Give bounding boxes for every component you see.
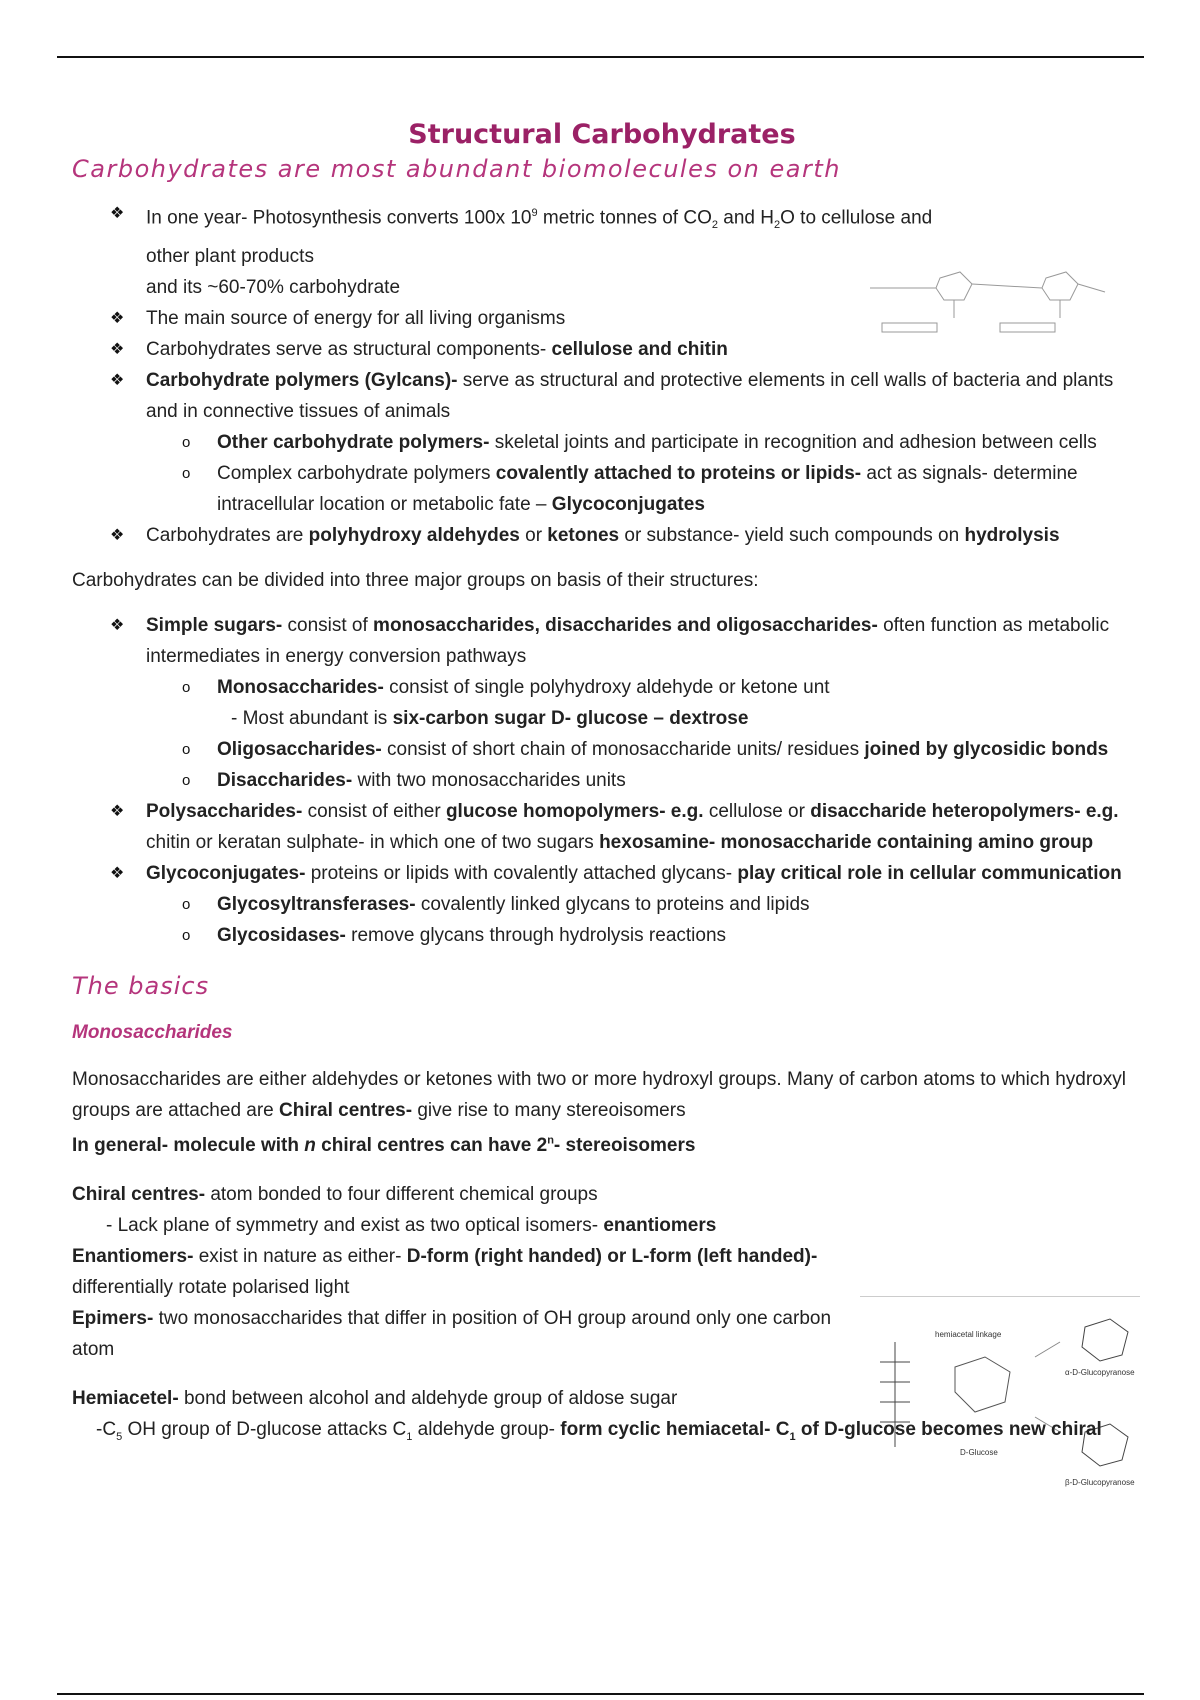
beta-glucopyranose-label: β-D-Glucopyranose xyxy=(1065,1478,1135,1487)
groups-intro: Carbohydrates can be divided into three major groups on basis of their structures: xyxy=(72,570,759,592)
list-item: o Complex carbohydrate polymers covalently attached to proteins or lipids- act as signals- determine intracellular location or metabolic fate – Glycoconjugates xyxy=(72,458,1132,520)
page-title: Structural Carbohydrates xyxy=(408,119,796,150)
page-subtitle: Carbohydrates are most abundant biomolecules on earth xyxy=(72,155,841,183)
hemiacetal-note: $-C_5$ OH group of D-glucose attacks $C_1$ aldehyde group- form cyclic hemiacetal- $C_1$ of D-glucose becomes new chiral xyxy=(96,1419,1102,1444)
list-item: o Disaccharides- with two monosaccharides units xyxy=(72,765,1132,796)
top-rule xyxy=(57,56,1144,58)
stereoisomer-rule: In general- molecule with n chiral centres can have 2$^n$- stereoisomers xyxy=(72,1135,696,1157)
list-item: ❖ Polysaccharides- consist of either glucose homopolymers- e.g. cellulose or disaccharide heteropolymers- e.g. chitin or keratan sulphate- in which one of two sugars hexosamine- monosaccharide containing amino group xyxy=(72,796,1132,858)
list-item: ❖ Carbohydrate polymers (Gylcans)- serve as structural and protective elements in cell walls of bacteria and plants and in connective tissues of animals o Other carbohydrate polymers- skeletal joints and participate in recognition and adhesion between cells o Complex carbohydrate polymers covalently attached to proteins or lipids- act as signals- determine intracellular location or metabolic fate – Glycoconjugates xyxy=(72,365,1132,520)
list-item: o Monosaccharides- consist of single polyhydroxy aldehyde or ketone unt - Most abundant is six-carbon sugar D- glucose – dextrose xyxy=(72,672,1132,734)
list-item: ❖ Carbohydrates are polyhydroxy aldehydes or ketones or substance- yield such compounds on hydrolysis xyxy=(72,520,1132,551)
enantiomer-note: - Lack plane of symmetry and exist as two optical isomers- enantiomers xyxy=(106,1215,717,1237)
hemiacetal-definition: Hemiacetel- bond between alcohol and aldehyde group of aldose sugar xyxy=(72,1388,678,1410)
epimers-definition: Epimers- two monosaccharides that differ in position of OH group around only one carbon atom xyxy=(72,1308,832,1361)
chiral-centres-definition: Chiral centres- atom bonded to four different chemical groups xyxy=(72,1184,598,1206)
list-item: o Oligosaccharides- consist of short chain of monosaccharide units/ residues joined by glycosidic bonds xyxy=(72,734,1132,765)
document-body xyxy=(72,118,1132,1453)
enantiomers-definition: Enantiomers- exist in nature as either- D-form (right handed) or L-form (left handed)- differentially rotate polarised light xyxy=(72,1246,818,1299)
alpha-glucopyranose-label: α-D-Glucopyranose xyxy=(1065,1368,1135,1377)
list-item: ❖ The main source of energy for all living organisms xyxy=(72,303,1132,334)
open-chain-label: D-Glucose xyxy=(960,1448,998,1457)
monosaccharide-paragraph: Monosaccharides are either aldehydes or ketones with two or more hydroxyl groups. Many of carbon atoms to which hydroxyl groups are attached are Chiral centres- give rise to many stereoisomers xyxy=(72,1069,1126,1122)
hemiacetal-linkage-label: hemiacetal linkage xyxy=(935,1330,1002,1339)
list-item: ❖ Carbohydrates serve as structural components- cellulose and chitin xyxy=(72,334,1132,365)
list-item: ❖ Glycoconjugates- proteins or lipids with covalently attached glycans- play critical role in cellular communication o Glycosyltransferases- covalently linked glycans to proteins and lipids o Glycosidases- remove glycans through hydrolysis reactions xyxy=(72,858,1132,951)
chirality-definitions xyxy=(72,1179,832,1365)
bottom-rule xyxy=(57,1693,1144,1695)
list-item: o Glycosyltransferases- covalently linked glycans to proteins and lipids xyxy=(72,889,1132,920)
section-heading-basics: The basics xyxy=(72,972,210,1001)
list-item: o Glycosidases- remove glycans through hydrolysis reactions xyxy=(72,920,1132,951)
groups-bullet-list xyxy=(72,610,1132,951)
intro-bullet-list xyxy=(72,198,1132,551)
subsection-heading-monosaccharides: Monosaccharides xyxy=(72,1022,233,1044)
list-item: ❖ In one year- Photosynthesis converts 100x $10^9$ metric tonnes of $CO_2$ and $H_2O$ to cellulose and other plant products and its ~60-70% carbohydrate xyxy=(72,198,1132,303)
list-item: o Other carbohydrate polymers- skeletal joints and participate in recognition and adhesion between cells xyxy=(72,427,1132,458)
list-item: ❖ Simple sugars- consist of monosaccharides, disaccharides and oligosaccharides- often function as metabolic intermediates in energy conversion pathways o Monosaccharides- consist of single polyhydroxy aldehyde or ketone unt - Most abundant is six-carbon sugar D- glucose – dextrose o Oligosaccharides- consist of short chain of monosaccharide units/ residues joined by glycosidic bonds o Disaccharides- with two monosaccharides units xyxy=(72,610,1132,796)
